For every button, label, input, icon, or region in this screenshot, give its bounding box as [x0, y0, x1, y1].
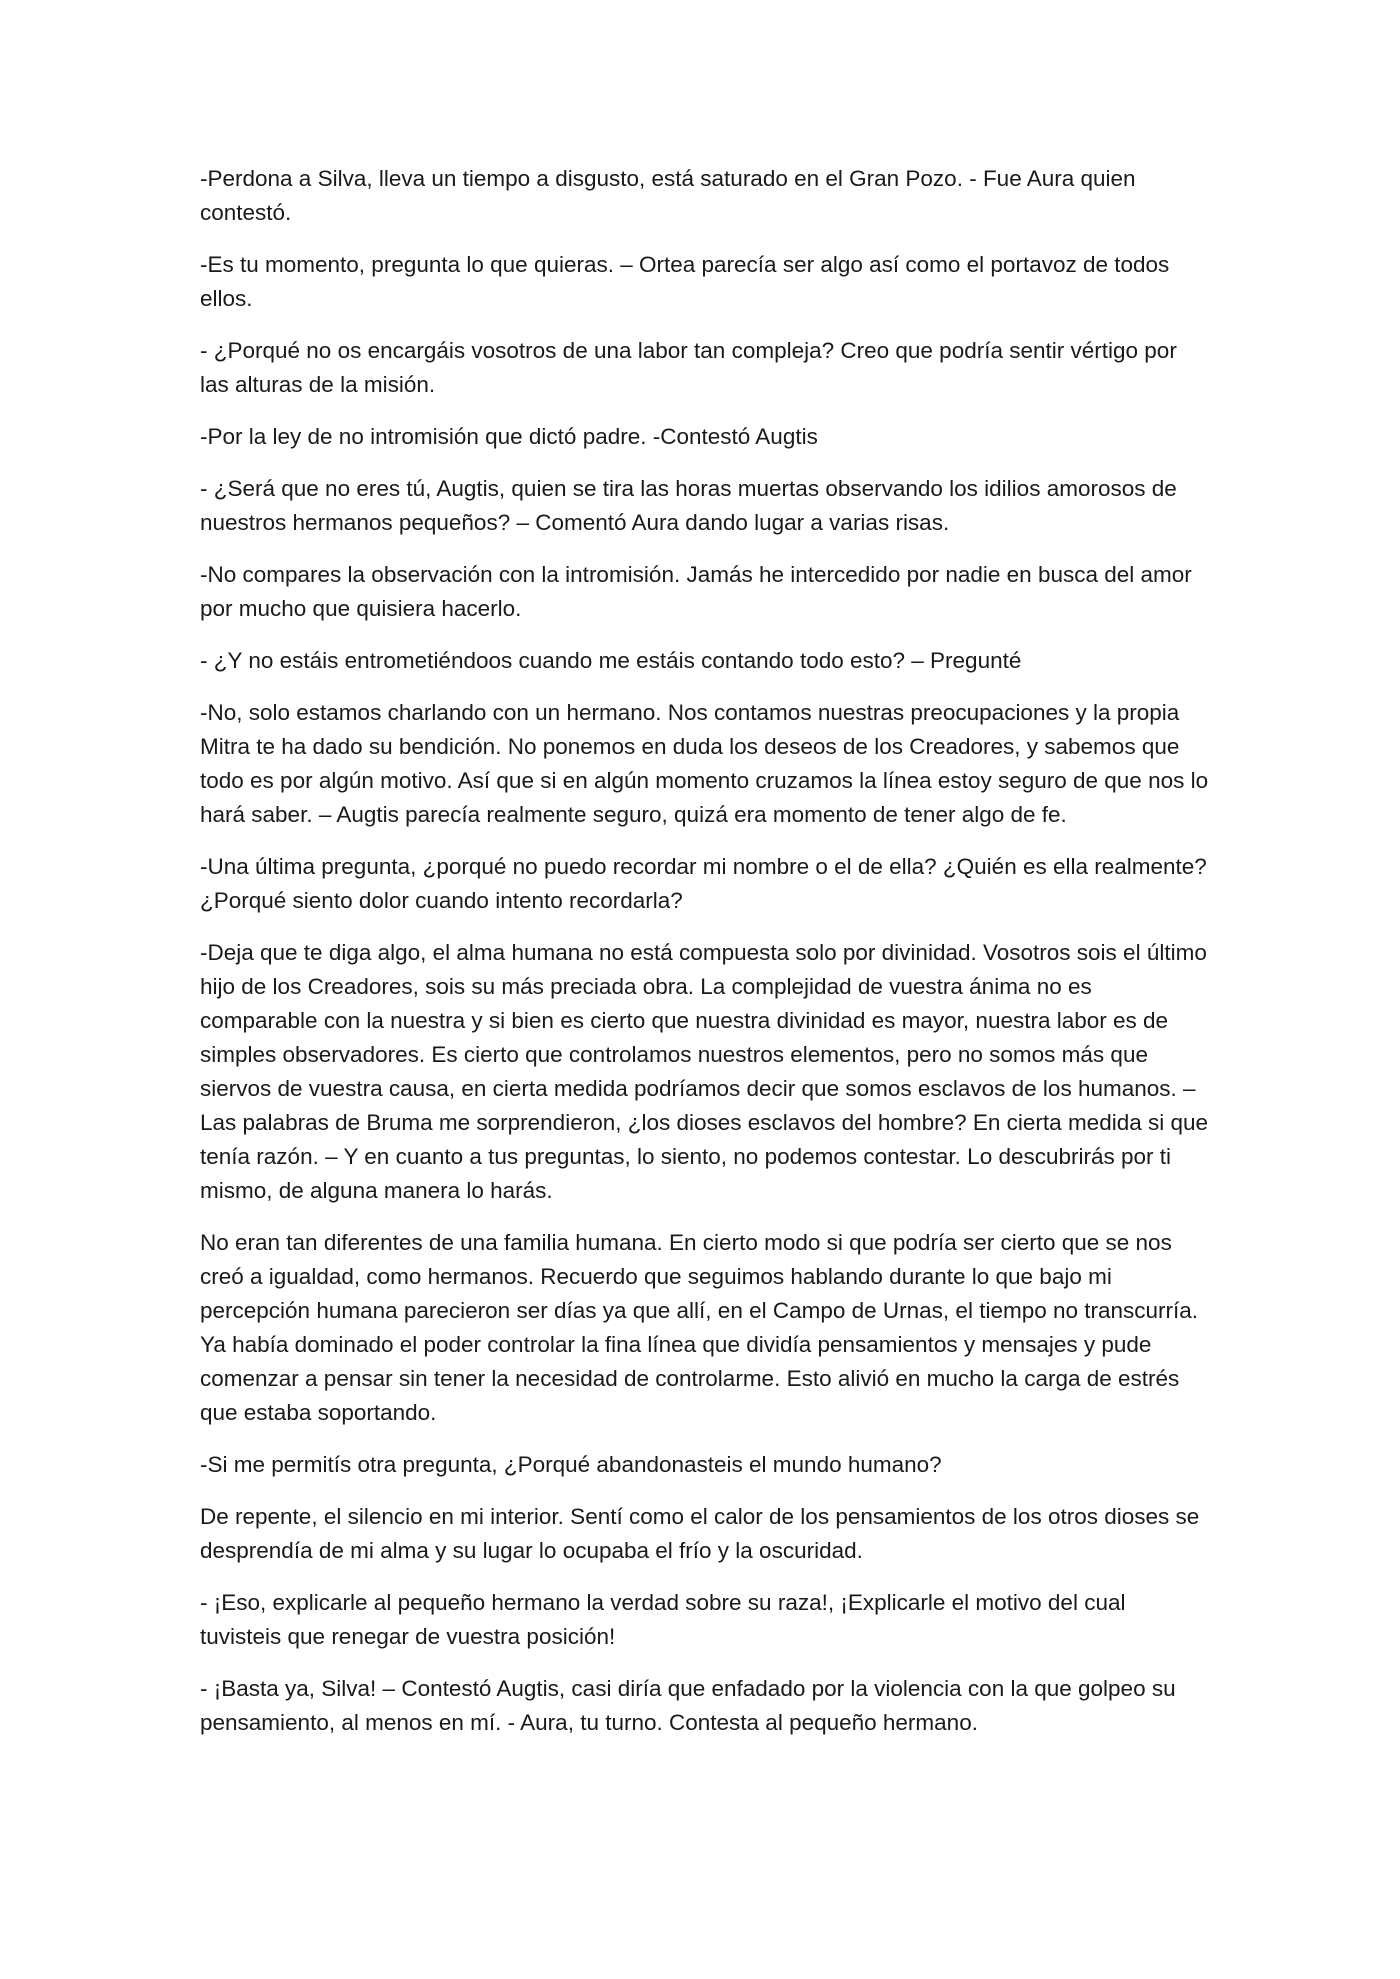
paragraph: No eran tan diferentes de una familia humana. En cierto modo si que podría ser cierto que se nos creó a igualdad, como hermanos. Recuerdo que seguimos hablando durante lo que bajo mi percepción humana parecieron ser días ya que allí, en el Campo de Urnas, el tiempo no transcurría. Ya había dominado el poder controlar la fina línea que dividía pensamientos y mensajes y pude comenzar a pensar sin tener la necesidad de controlarme. Esto alivió en mucho la carga de estrés que estaba soportando. — [200, 1230, 1199, 1425]
paragraph: De repente, el silencio en mi interior. Sentí como el calor de los pensamientos de los otros dioses se desprendía de mi alma y su lugar lo ocupaba el frío y la oscuridad. — [200, 1504, 1200, 1563]
paragraph: -Perdona a Silva, lleva un tiempo a disgusto, está saturado en el Gran Pozo. - Fue Aura quien contestó. — [200, 166, 1136, 225]
paragraph: - ¿Porqué no os encargáis vosotros de una labor tan compleja? Creo que podría sentir vértigo por las alturas de la misión. — [200, 338, 1177, 397]
paragraph: - ¿Y no estáis entrometiéndoos cuando me estáis contando todo esto? – Pregunté — [200, 648, 1022, 673]
paragraph: -Es tu momento, pregunta lo que quieras. – Ortea parecía ser algo así como el portavoz de todos ellos. — [200, 252, 1170, 311]
paragraph: -Por la ley de no intromisión que dictó padre. -Contestó Augtis — [200, 424, 818, 449]
document-page — [200, 162, 1210, 1758]
paragraph: - ¡Basta ya, Silva! – Contestó Augtis, casi diría que enfadado por la violencia con la que golpeo su pensamiento, al menos en mí. - Aura, tu turno. Contesta al pequeño hermano. — [200, 1676, 1176, 1735]
paragraph: -Si me permitís otra pregunta, ¿Porqué abandonasteis el mundo humano? — [200, 1452, 942, 1477]
paragraph: - ¿Será que no eres tú, Augtis, quien se tira las horas muertas observando los idilios amorosos de nuestros hermanos pequeños? – Comentó Aura dando lugar a varias risas. — [200, 476, 1177, 535]
paragraph: -No compares la observación con la intromisión. Jamás he intercedido por nadie en busca del amor por mucho que quisiera hacerlo. — [200, 562, 1192, 621]
paragraph: -Una última pregunta, ¿porqué no puedo recordar mi nombre o el de ella? ¿Quién es ella realmente? ¿Porqué siento dolor cuando intento recordarla? — [200, 854, 1207, 913]
paragraph: -No, solo estamos charlando con un hermano. Nos contamos nuestras preocupaciones y la propia Mitra te ha dado su bendición. No ponemos en duda los deseos de los Creadores, y sabemos que todo es por algún motivo. Así que si en algún momento cruzamos la línea estoy seguro de que nos lo hará saber. – Augtis parecía realmente seguro, quizá era momento de tener algo de fe. — [200, 700, 1209, 827]
paragraph: -Deja que te diga algo, el alma humana no está compuesta solo por divinidad. Vosotros sois el último hijo de los Creadores, sois su más preciada obra. La complejidad de vuestra ánima no es comparable con la nuestra y si bien es cierto que nuestra divinidad es mayor, nuestra labor es de simples observadores. Es cierto que controlamos nuestros elementos, pero no somos más que siervos de vuestra causa, en cierta medida podríamos decir que somos esclavos de los humanos. – Las palabras de Bruma me sorprendieron, ¿los dioses esclavos del hombre? En cierta medida si que tenía razón. – Y en cuanto a tus preguntas, lo siento, no podemos contestar. Lo descubrirás por ti mismo, de alguna manera lo harás. — [200, 940, 1209, 1203]
paragraph: - ¡Eso, explicarle al pequeño hermano la verdad sobre su raza!, ¡Explicarle el motivo del cual tuvisteis que renegar de vuestra posición! — [200, 1590, 1126, 1649]
